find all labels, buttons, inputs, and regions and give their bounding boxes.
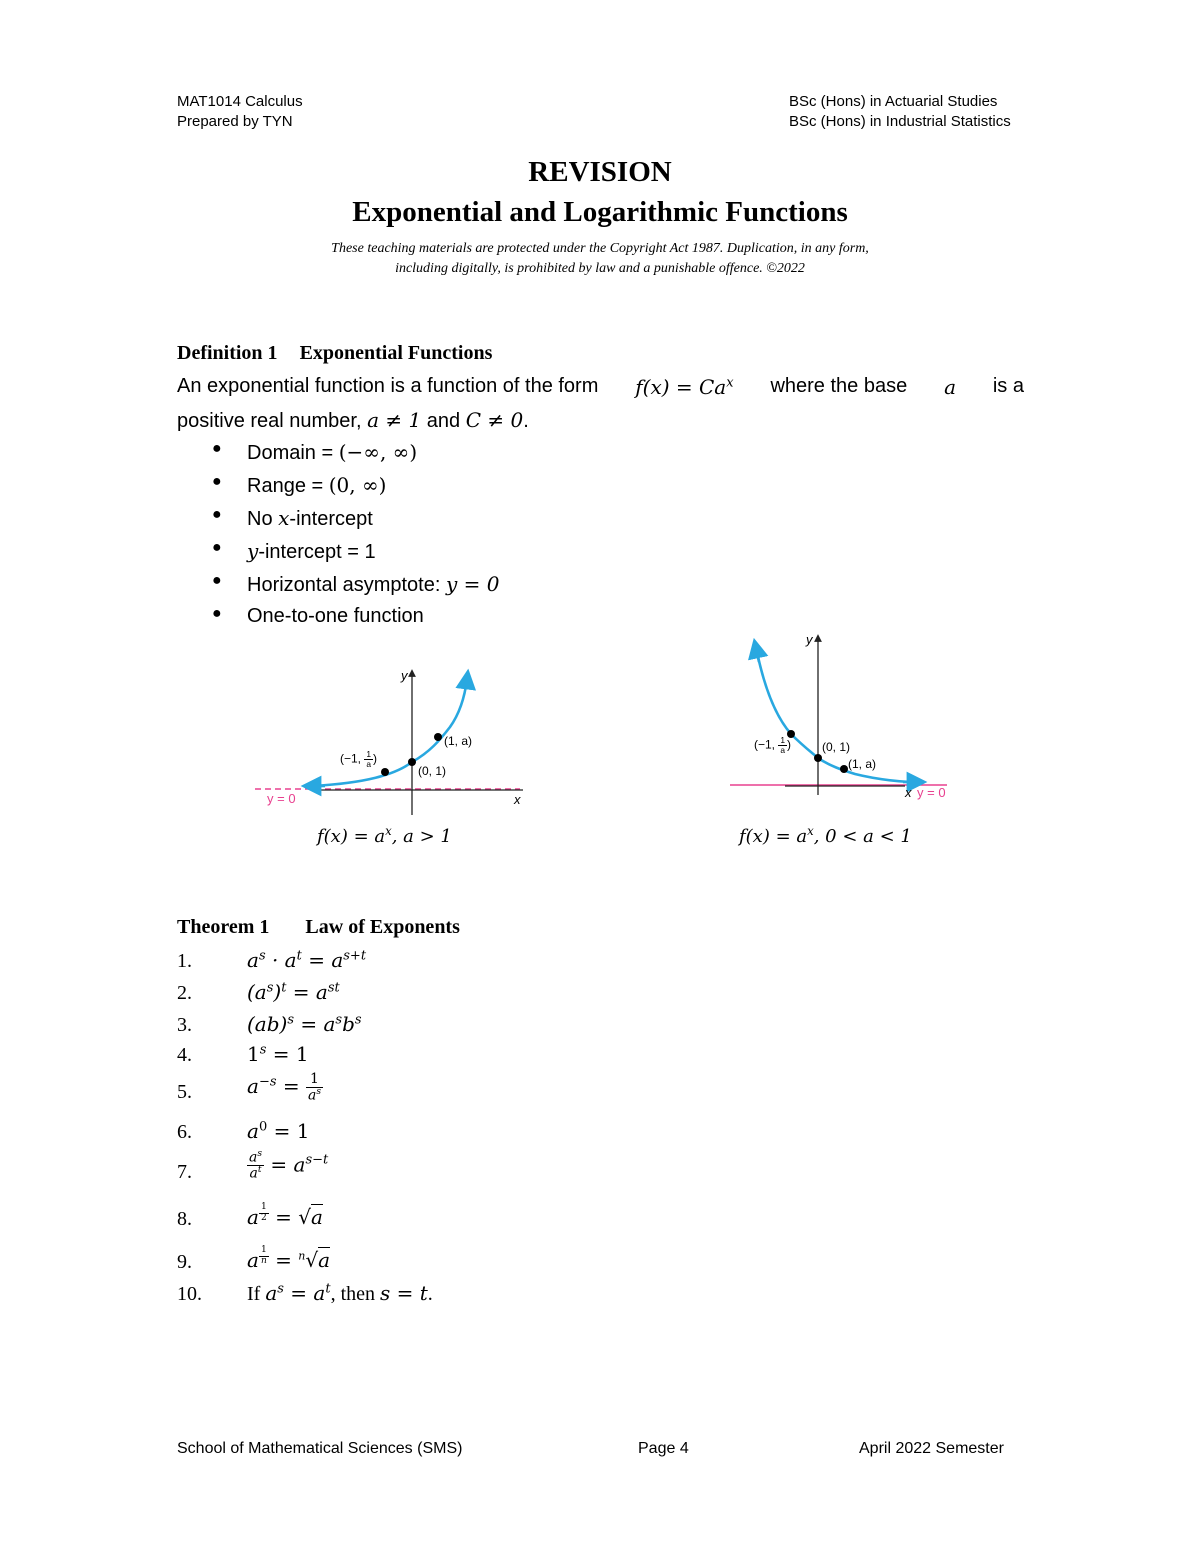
right-point2-label: (0, 1) — [822, 740, 851, 754]
footer-school: School of Mathematical Sciences (SMS) — [177, 1440, 463, 1457]
law-square-root: a $^{\frac{1}{2}}$ = √a — [247, 1202, 323, 1230]
point-0-right — [814, 754, 822, 762]
left-axis-x-label: x — [514, 792, 521, 807]
law-equality: If $a^s = a^t$, then s = t. — [247, 1281, 433, 1305]
definition-text-a: An exponential function is a function of the form — [177, 375, 599, 397]
graph-exponential-decay — [725, 630, 955, 800]
page-subtitle: Exponential and Logarithmic Functions — [352, 196, 848, 228]
left-asymptote-label: y = 0 — [267, 791, 296, 806]
definition-text-c: is a — [992, 375, 1024, 397]
law-number: 2. — [177, 982, 192, 1004]
law-one: 1$^s$ = 1 — [247, 1042, 309, 1066]
definition-text-b: where the base — [770, 375, 908, 397]
point-1 — [434, 733, 442, 741]
left-point1-label: (−1, $\frac{1}{a}$ ) — [340, 749, 378, 769]
right-point3-label: (1, a) — [848, 757, 877, 771]
definition-text-line1 — [177, 375, 1024, 400]
definition-form: $f(x) = Ca^x$ — [635, 375, 734, 399]
law-nth-root: a $^{\frac{1}{n}}$ = $^n$√a — [247, 1245, 331, 1273]
left-point2-label: (0, 1) — [418, 764, 447, 778]
point-0 — [408, 758, 416, 766]
left-axis-y-label: y — [401, 668, 408, 683]
right-point1-label: (−1, $\frac{1}{a}$ ) — [754, 735, 792, 755]
law-number: 6. — [177, 1121, 192, 1143]
page-title: REVISION — [528, 156, 672, 188]
definition-heading — [177, 342, 492, 365]
left-graph-caption: $f(x) = a^x$, a > 1 — [317, 824, 452, 847]
copyright-notice-line1: These teaching materials are protected under the Copyright Act 1987. Duplication, in any form, — [331, 241, 869, 256]
definition-title: Exponential Functions — [299, 342, 493, 364]
law-number: 3. — [177, 1014, 192, 1036]
right-axis-y-label: y — [806, 632, 813, 647]
law-number: 1. — [177, 950, 192, 972]
definition-text-line2: positive real number, a ≠ 1 and C ≠ 0. — [177, 408, 529, 432]
law-number: 8. — [177, 1208, 192, 1230]
law-number: 4. — [177, 1044, 192, 1066]
footer-semester: April 2022 Semester — [859, 1440, 1004, 1457]
law-number: 9. — [177, 1251, 192, 1273]
definition-base: a — [944, 375, 956, 399]
right-axis-x-label: x — [905, 785, 912, 800]
law-number: 10. — [177, 1283, 202, 1305]
theorem-title: Law of Exponents — [305, 916, 460, 938]
law-product: $a^s \cdot a^t = a^{s+t}$ — [247, 948, 367, 972]
graph-exponential-growth — [255, 665, 535, 815]
law-product-power: $(ab)^s = a^sb^s$ — [247, 1012, 362, 1036]
law-number: 7. — [177, 1161, 192, 1183]
point-1-right — [840, 765, 848, 773]
footer-page-number: Page 4 — [638, 1440, 689, 1457]
point-neg1 — [381, 768, 389, 776]
decay-curve — [757, 652, 910, 782]
law-zero: $a^0 = 1$ — [247, 1119, 310, 1143]
law-power: $(a^s)^t = a^{st}$ — [247, 980, 340, 1004]
copyright-notice-line2: including digitally, is prohibited by law and a punishable offence. ©2022 — [395, 261, 805, 276]
definition-label: Definition 1 — [177, 342, 278, 364]
course-code: MAT1014 Calculus — [177, 93, 303, 110]
theorem-label: Theorem 1 — [177, 916, 270, 938]
theorem-heading — [177, 916, 460, 939]
law-quotient: $\frac{a^s}{a^t}$ = $a^{s-t}$ — [249, 1149, 329, 1182]
right-graph-caption: $f(x) = a^x$, 0 < a < 1 — [739, 824, 912, 847]
programme-statistics: BSc (Hons) in Industrial Statistics — [789, 113, 1011, 130]
prepared-by: Prepared by TYN — [177, 113, 293, 130]
law-number: 5. — [177, 1081, 192, 1103]
programme-actuarial: BSc (Hons) in Actuarial Studies — [789, 93, 998, 110]
law-negative: $a^{-s}$ = $\frac{1}{a^s}$ — [247, 1071, 322, 1104]
right-asymptote-label: y = 0 — [917, 785, 946, 800]
left-point3-label: (1, a) — [444, 734, 473, 748]
